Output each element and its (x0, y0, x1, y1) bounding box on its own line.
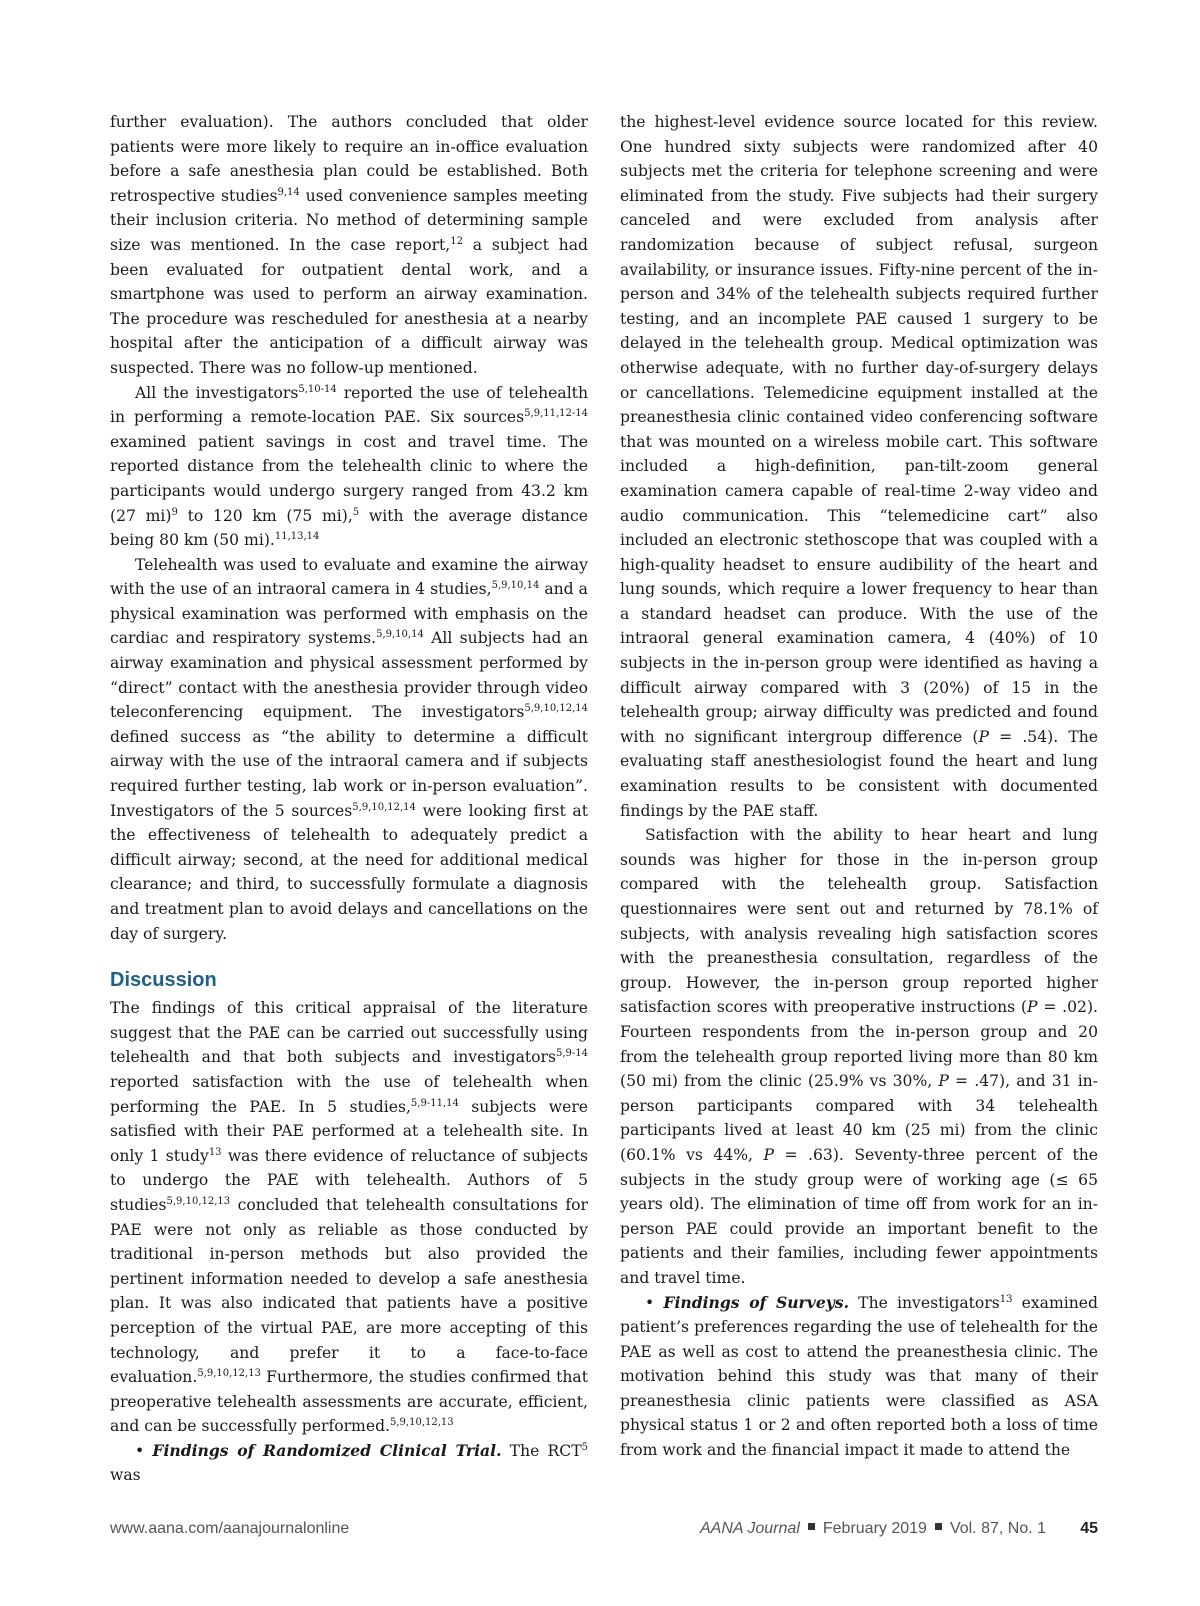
right-column (620, 110, 1098, 1463)
bullet-icon: • (135, 1441, 145, 1460)
left-paragraph-4: The findings of this critical appraisal of the literature suggest that the PAE can be carried out successfully using telehealth and that both subjects and investigators$^{5,9-14}$ reported satisfaction with the use of telehealth when performing the PAE. In 5 studies,$^{5,9-11,14}$ subjects were satisfied with their PAE performed at a telehealth site. In only 1 study$^{13}$ was there evidence of reluctance of subjects to undergo the PAE with telehealth. Authors of 5 studies$^{5,9,10,12,13}$ concluded that telehealth consultations for PAE were not only as reliable as those conducted by traditional in-person methods but also provided the pertinent information needed to develop a safe anesthesia plan. It was also indicated that patients have a positive perception of the virtual PAE, are more accepting of this technology, and prefer it to a face-to-face evaluation.$^{5,9,10,12,13}$ Furthermore, the studies confirmed that preoperative telehealth assessments are accurate, efficient, and can be successfully performed.$^{5,9,10,12,13}$ (110, 999, 589, 1436)
left-paragraph-2: All the investigators$^{5,10-14}$ reported the use of telehealth in performing a remote-location PAE. Six sources$^{5,9,11,12-14}$ examined patient savings in cost and travel time. The reported distance from the telehealth clinic to where the participants would undergo surgery ranged from 43.2 km (27 mi)$^9$ to 120 km (75 mi),$^5$ with the average distance being 80 km (50 mi).$^{11,13,14}$ (110, 383, 588, 550)
bullet-icon: • (645, 1293, 655, 1312)
issue-date: February 2019 (822, 1520, 927, 1537)
run-in-heading: Findings of Randomized Clinical Trial. (152, 1440, 502, 1460)
page-footer (110, 1520, 1098, 1544)
journal-citation (700, 1520, 1046, 1538)
left-paragraph-3: Telehealth was used to evaluate and examine the airway with the use of an intraoral camera in 4 studies,$^{5,9,10,14}$ and a physical examination was performed with emphasis on the cardiac and respiratory systems.$^{5,9,10,14}$ All subjects had an airway examination and physical assessment performed by “direct” contact with the anesthesia provider through video teleconferencing equipment. The investigators$^{5,9,10,12,14}$ defined success as “the ability to determine a difficult airway with the use of the intraoral camera and if subjects required further testing, lab work or in-person evaluation”. Investigators of the 5 sources$^{5,9,10,12,14}$ were looking first at the effectiveness of telehealth to adequately predict a difficult airway; second, at the need for additional medical clearance; and third, to successfully formulate a diagnosis and treatment plan to avoid delays and cancellations on the day of surgery. (110, 555, 588, 943)
left-paragraph-1: further evaluation). The authors concluded that older patients were more likely to require an in-office evaluation before a safe anesthesia plan could be established. Both retrospective studies$^{9,14}$ used convenience samples meeting their inclusion criteria. No method of determining sample size was mentioned. In the case report,$^{12}$ a subject had been evaluated for outpatient dental work, and a smartphone was used to perform an airway examination. The procedure was rescheduled for anesthesia at a nearby hospital after the anticipation of a difficult airway was suspected. There was no follow-up mentioned. (110, 113, 589, 377)
left-paragraph-5: • Findings of Randomized Clinical Trial. The RCT$^5$ was (110, 1440, 588, 1485)
square-separator-icon (808, 1523, 815, 1530)
section-heading-discussion: Discussion (110, 969, 217, 992)
run-in-heading: Findings of Surveys. (663, 1292, 850, 1312)
left-column (110, 110, 588, 1488)
right-paragraph-2: Satisfaction with the ability to hear heart and lung sounds was higher for those in the in-person group compared with the telehealth group. Satisfaction questionnaires were sent out and returned by 78.1% of subjects, with analysis revealing high satisfaction scores with the preanesthesia consultation, regardless of the group. However, the in-person group reported higher satisfaction scores with preoperative instructions (P = .02). Fourteen respondents from the in-person group and 20 from the telehealth group reported living more than 80 km (50 mi) from the clinic (25.9% vs 30%, P = .47), and 31 in-person participants compared with 34 telehealth participants lived at least 40 km (25 mi) from the clinic (60.1% vs 44%, P = .63). Seventy-three percent of the subjects in the study group were of working age (≤ 65 years old). The elimination of time off from work for an in-person PAE could provide an important benefit to the patients and their families, including fewer appointments and travel time. (620, 826, 1099, 1287)
square-separator-icon (935, 1523, 942, 1530)
right-paragraph-1: the highest-level evidence source located for this review. One hundred sixty subjects were randomized after 40 subjects met the criteria for telephone screening and were eliminated from the study. Five subjects had their surgery canceled and were excluded from analysis after randomization because of subject refusal, surgeon availability, or insurance issues. Fifty-nine percent of the in-person and 34% of the telehealth subjects required further testing, and an incomplete PAE caused 1 surgery to be delayed in the telehealth group. Medical optimization was otherwise adequate, with no further day-of-surgery delays or cancellations. Telemedicine equipment installed at the preanesthesia clinic contained video conferencing software that was mounted on a wireless mobile cart. This software included a high-definition, pan-tilt-zoom general examination camera capable of real-time 2-way video and audio communication. This “telemedicine cart” also included an electronic stethoscope that was coupled with a high-quality headset to ensure audibility of the heart and lung sounds, which require a lower frequency to hear than a standard headset can produce. With the use of the intraoral general examination camera, 4 (40%) of 10 subjects in the in-person group were identified as having a difficult airway compared with 3 (20%) of 15 in the telehealth group; airway difficulty was predicted and found with no significant intergroup difference (P = .54). The evaluating staff anesthesiologist found the heart and lung examination results to be consistent with documented findings by the PAE staff. (620, 113, 1099, 820)
journal-name: AANA Journal (699, 1520, 800, 1537)
volume-issue: Vol. 87, No. 1 (949, 1520, 1046, 1537)
right-paragraph-3: • Findings of Surveys. The investigators$^{13}$ examined patient’s preferences regarding the use of telehealth for the PAE as well as cost to attend the preanesthesia clinic. The motivation behind this study was that many of their preanesthesia clinic patients were classified as ASA physical status 1 or 2 and often reported both a loss of time from work and the financial impact it made to attend the (620, 1292, 1098, 1460)
page-number: 45 (1080, 1520, 1098, 1537)
journal-url-link[interactable]: www.aana.com/aanajournalonline (110, 1520, 350, 1537)
